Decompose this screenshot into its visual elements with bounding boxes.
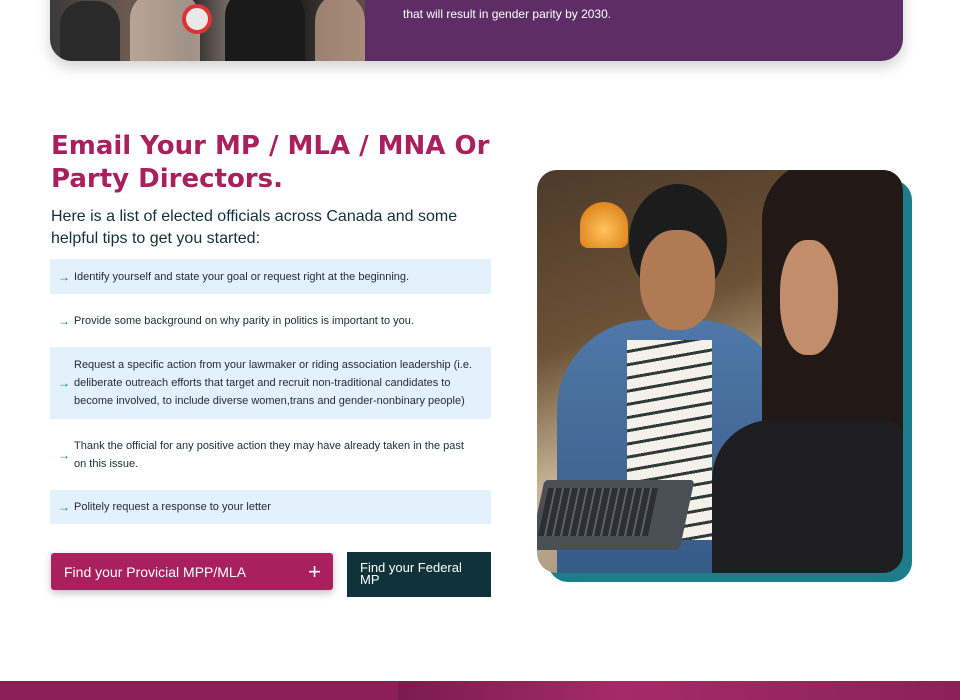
section-heading [51,130,511,196]
list-item [50,294,491,347]
tip-text: Request a specific action from your lawmaker or riding association leadership (i.e. deliberate outreach efforts that target and recruit non-traditional candidates to become involved, to include diverse women,trans and gender-nonbinary people) [74,359,473,407]
plus-icon: + [308,558,321,584]
tip-text: Politely request a response to your letter [74,501,271,513]
banner-text [403,6,611,23]
megaphone-icon [182,4,212,34]
arrow-right-icon: → [58,500,70,514]
protest-photo [50,0,365,61]
tip-text: Identify yourself and state your goal or request right at the beginning. [74,270,410,283]
tip-text: Provide some background on why parity in politics is important to you. [74,314,414,327]
find-federal-button[interactable] [347,552,491,597]
list-item [50,490,491,524]
tips-list [50,259,491,524]
bottom-band [0,681,960,700]
section-subheading: Here is a list of elected officials across Canada and some helpful tips to get you started: [51,208,458,247]
banner-text-line: that will result in gender parity by 2030. [403,7,612,21]
find-federal-label: Find your Federal MP [360,560,462,587]
heading-rest: Your MP / MLA / MNA Or Party Directors. [51,131,490,194]
list-item [50,259,491,294]
list-item [50,347,491,419]
arrow-right-icon: → [58,269,70,284]
heading-bold: Email [51,131,132,161]
arrow-right-icon: → [58,313,70,328]
top-banner [50,0,903,61]
list-item [50,419,491,490]
arrow-right-icon: → [58,376,70,390]
find-provincial-label: Find your Provicial MPP/MLA [64,563,247,580]
arrow-right-icon: → [58,447,70,462]
women-laptop-photo [537,170,903,573]
find-provincial-button[interactable] [51,553,333,590]
tip-text: Thank the official for any positive action they may have already taken in the past on this issue. [74,439,464,470]
banner-text-panel [365,0,903,61]
